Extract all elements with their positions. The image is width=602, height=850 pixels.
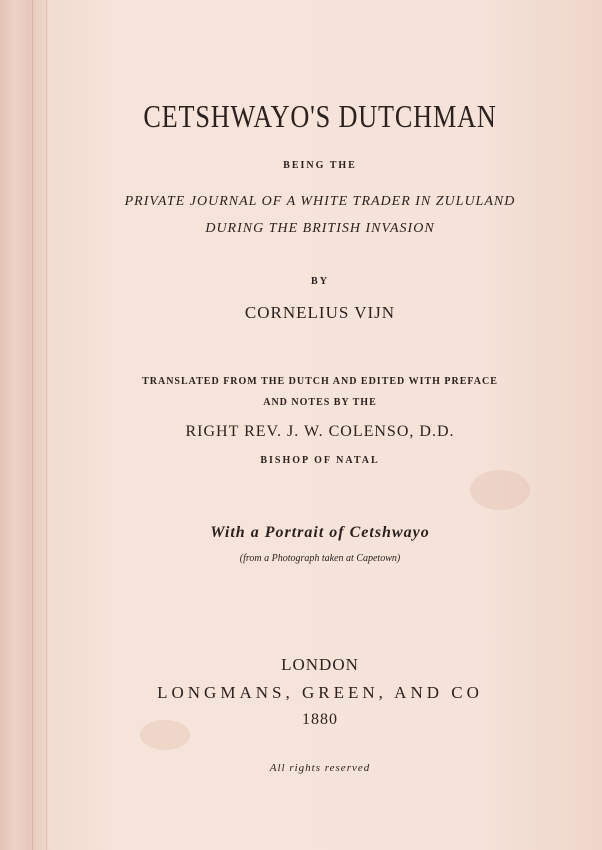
subtitle-line-1: PRIVATE JOURNAL OF A WHITE TRADER IN ZULULAND (124, 194, 516, 209)
being-the-label: BEING THE (283, 160, 357, 171)
portrait-note: With a Portrait of Cetshwayo (210, 524, 430, 541)
translation-note-line-2: AND NOTES BY THE (263, 397, 377, 408)
paper-stain (470, 470, 530, 510)
gutter-crease-inner (46, 0, 47, 850)
rights-notice: All rights reserved (269, 762, 371, 774)
publisher-name: LONGMANS, GREEN, AND CO (157, 683, 483, 702)
translation-note-line-1: TRANSLATED FROM THE DUTCH AND EDITED WITH PREFACE (142, 376, 498, 387)
gutter-crease (32, 0, 33, 850)
page-gutter (0, 0, 52, 850)
publisher-city: LONDON (281, 655, 359, 674)
subtitle-line-2: DURING THE BRITISH INVASION (205, 221, 435, 236)
editor-name: RIGHT REV. J. W. COLENSO, D.D. (185, 423, 455, 440)
editor-title: BISHOP OF NATAL (260, 455, 380, 466)
by-label: BY (311, 276, 329, 287)
book-title: CETSHWAYO'S DUTCHMAN (143, 98, 497, 134)
author-name: CORNELIUS VIJN (244, 303, 396, 322)
publication-year: 1880 (302, 711, 338, 728)
photo-note: (from a Photograph taken at Capetown) (239, 553, 401, 564)
